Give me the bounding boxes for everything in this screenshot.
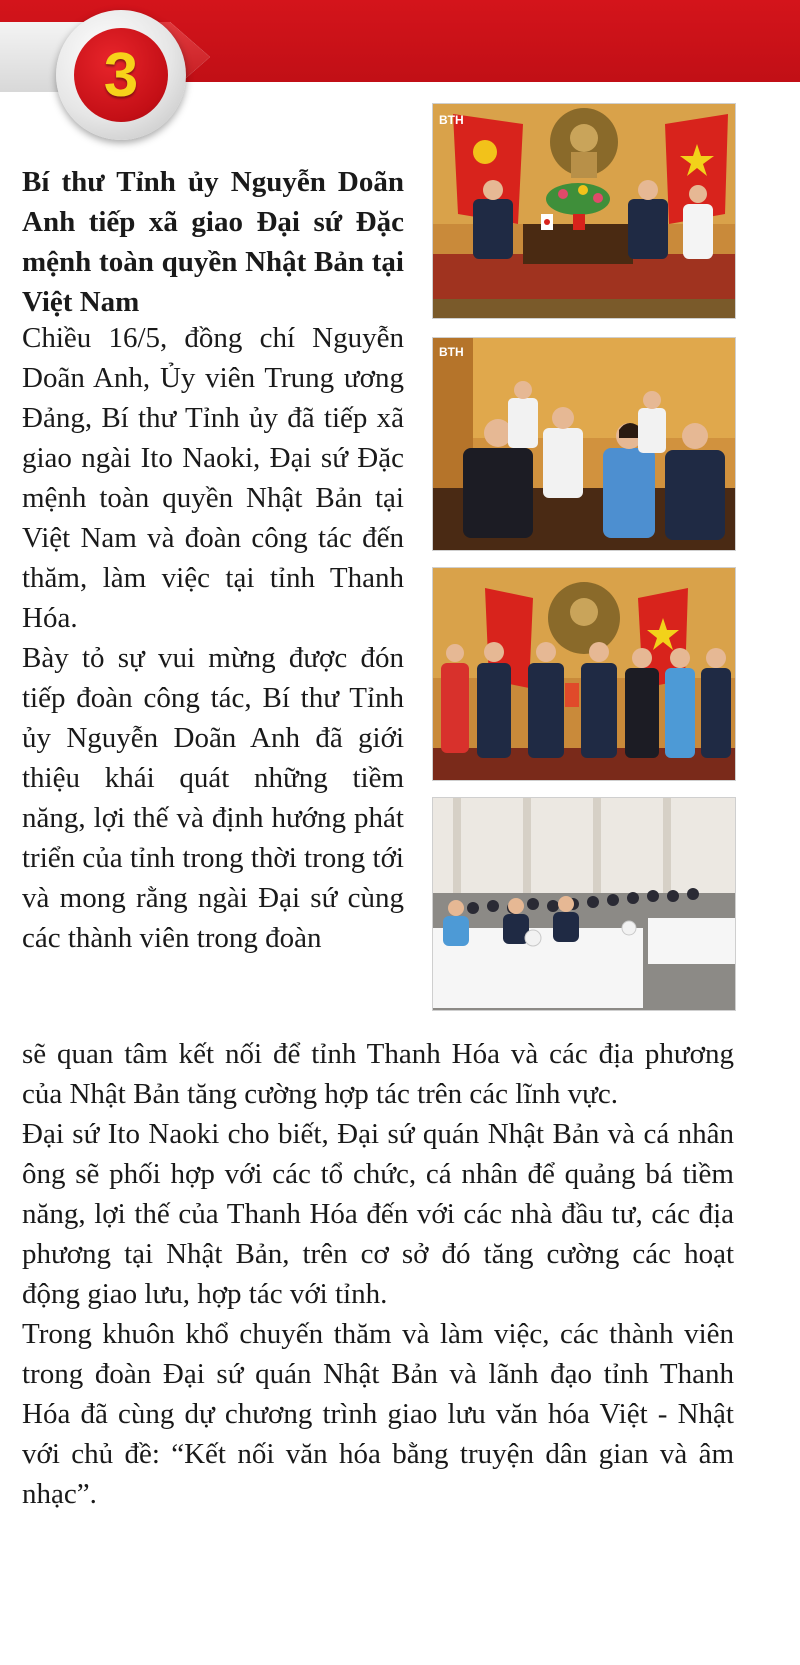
culture-event-photo-image xyxy=(433,798,735,1010)
reception-photo xyxy=(432,103,736,319)
svg-text:BTH: BTH xyxy=(439,345,464,359)
section-number: 3 xyxy=(103,40,139,110)
culture-event-photo xyxy=(432,797,736,1011)
paragraph: Trong khuôn khổ chuyến thăm và làm việc, các thành viên trong đoàn Đại sứ quán Nhật Bản và lãnh đạo tỉnh Thanh Hóa đã cùng dự chương trình giao lưu văn hóa Việt - Nhật với chủ đề: “Kết nối văn hóa bằng truyện dân gian và âm nhạc”. xyxy=(22,1318,734,1510)
paragraph: Chiều 16/5, đồng chí Nguyễn Doãn Anh, Ủy viên Trung ương Đảng, Bí thư Tỉnh ủy đã tiếp xã giao ngài Ito Naoki, Đại sứ Đặc mệnh toàn quyền Nhật Bản tại Việt Nam và đoàn công tác đến thăm, làm việc tại tỉnh Thanh Hóa. xyxy=(22,322,404,634)
meeting-photo-image xyxy=(433,338,735,550)
paragraph: sẽ quan tâm kết nối để tỉnh Thanh Hóa và các địa phương của Nhật Bản tăng cường hợp tác trên các lĩnh vực. xyxy=(22,1038,734,1110)
paragraph: Bày tỏ sự vui mừng được đón tiếp đoàn công tác, Bí thư Tỉnh ủy Nguyễn Doãn Anh đã giới thiệu khái quát những tiềm năng, lợi thế và định hướng phát triển của tỉnh trong thời trong tới và mong rằng ngài Đại sứ cùng các thành viên trong đoàn xyxy=(22,642,404,954)
article-full-text xyxy=(22,1034,734,1514)
meeting-photo xyxy=(432,337,736,551)
gift-exchange-photo xyxy=(432,567,736,781)
article-headline: Bí thư Tỉnh ủy Nguyễn Doãn Anh tiếp xã giao Đại sứ Đặc mệnh toàn quyền Nhật Bản tại Việt Nam xyxy=(22,166,404,318)
section-number-badge xyxy=(74,28,168,122)
article-column-text xyxy=(22,318,404,958)
paragraph: Đại sứ Ito Naoki cho biết, Đại sứ quán Nhật Bản và cá nhân ông sẽ phối hợp với các tổ chức, cá nhân để quảng bá tiềm năng, lợi thế của Thanh Hóa đến với các nhà đầu tư, các địa phương tại Nhật Bản, trên cơ sở đó tăng cường các hoạt động giao lưu, hợp tác với tỉnh. xyxy=(22,1118,734,1310)
gift-exchange-photo-image xyxy=(433,568,735,780)
svg-text:BTH: BTH xyxy=(439,113,464,127)
reception-photo-image xyxy=(433,104,735,318)
